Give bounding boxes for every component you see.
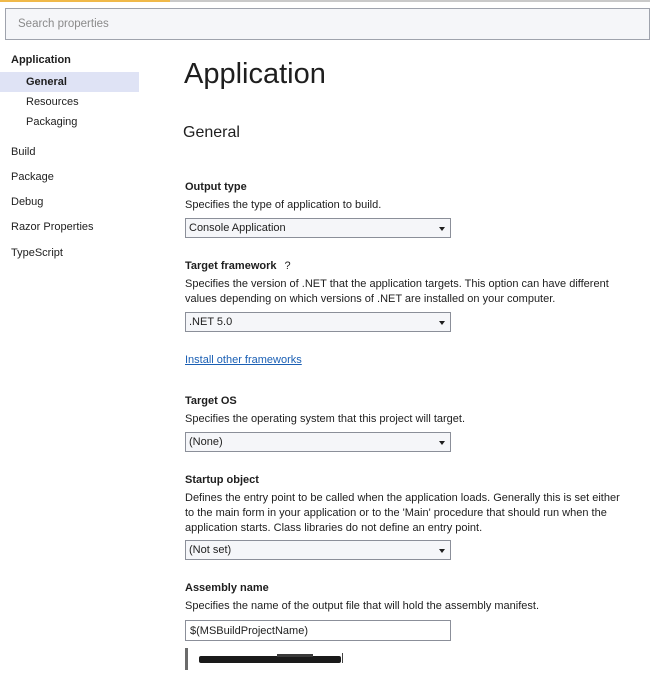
sidebar-item-resources[interactable]: Resources (26, 96, 79, 108)
sidebar-item-package[interactable]: Package (11, 171, 54, 183)
sidebar-item-general[interactable]: General (0, 72, 139, 92)
sidebar-item-typescript[interactable]: TypeScript (11, 247, 63, 259)
target-os-value: (None) (189, 436, 223, 448)
chevron-down-icon (439, 549, 445, 553)
assembly-name-description: Specifies the name of the output file that will hold the assembly manifest. (185, 600, 540, 612)
target-framework-value: .NET 5.0 (189, 316, 233, 328)
chevron-down-icon (439, 441, 445, 445)
text-cursor (342, 653, 343, 663)
output-type-value: Console Application (189, 222, 286, 234)
assembly-name-preview (185, 648, 385, 670)
target-framework-dropdown[interactable] (185, 312, 451, 332)
sidebar-item-razor-properties[interactable]: Razor Properties (11, 221, 94, 233)
target-os-description: Specifies the operating system that this project will target. (185, 413, 466, 425)
target-os-label: Target OS (185, 395, 237, 407)
output-type-dropdown[interactable] (185, 218, 451, 238)
startup-object-label: Startup object (185, 474, 259, 486)
target-framework-label-row (185, 260, 291, 272)
assembly-name-label: Assembly name (185, 582, 269, 594)
sidebar-item-debug[interactable]: Debug (11, 196, 44, 208)
redacted-preview-text-overlay (277, 654, 313, 657)
startup-object-dropdown[interactable] (185, 540, 451, 560)
target-framework-label: Target framework (185, 260, 277, 272)
target-framework-description: Specifies the version of .NET that the application targets. This option can have different values depending on which versions of .NET are installed on your computer. (185, 278, 609, 305)
startup-object-value: (Not set) (189, 544, 232, 556)
output-type-label: Output type (185, 181, 247, 193)
help-icon[interactable]: ? (284, 260, 291, 272)
sidebar-item-application[interactable]: Application (11, 54, 71, 66)
assembly-name-field[interactable] (185, 620, 451, 641)
output-type-description: Specifies the type of application to build. (185, 199, 382, 211)
target-os-dropdown[interactable] (185, 432, 451, 452)
preview-indicator-bar (185, 648, 188, 670)
chevron-down-icon (439, 227, 445, 231)
section-title: General (183, 124, 240, 141)
install-other-frameworks-link[interactable]: Install other frameworks (185, 354, 302, 366)
page-title: Application (184, 58, 326, 90)
assembly-name-input[interactable] (186, 621, 450, 640)
startup-object-description: Defines the entry point to be called when the application loads. Generally this is set either to the main form in your application or to the 'Main' procedure that should run when the application starts. Class libraries do not define an entry point. (185, 492, 620, 534)
chevron-down-icon (439, 321, 445, 325)
sidebar-item-build[interactable]: Build (11, 146, 36, 158)
sidebar-item-packaging[interactable]: Packaging (26, 116, 78, 128)
redacted-preview-text (199, 656, 341, 663)
